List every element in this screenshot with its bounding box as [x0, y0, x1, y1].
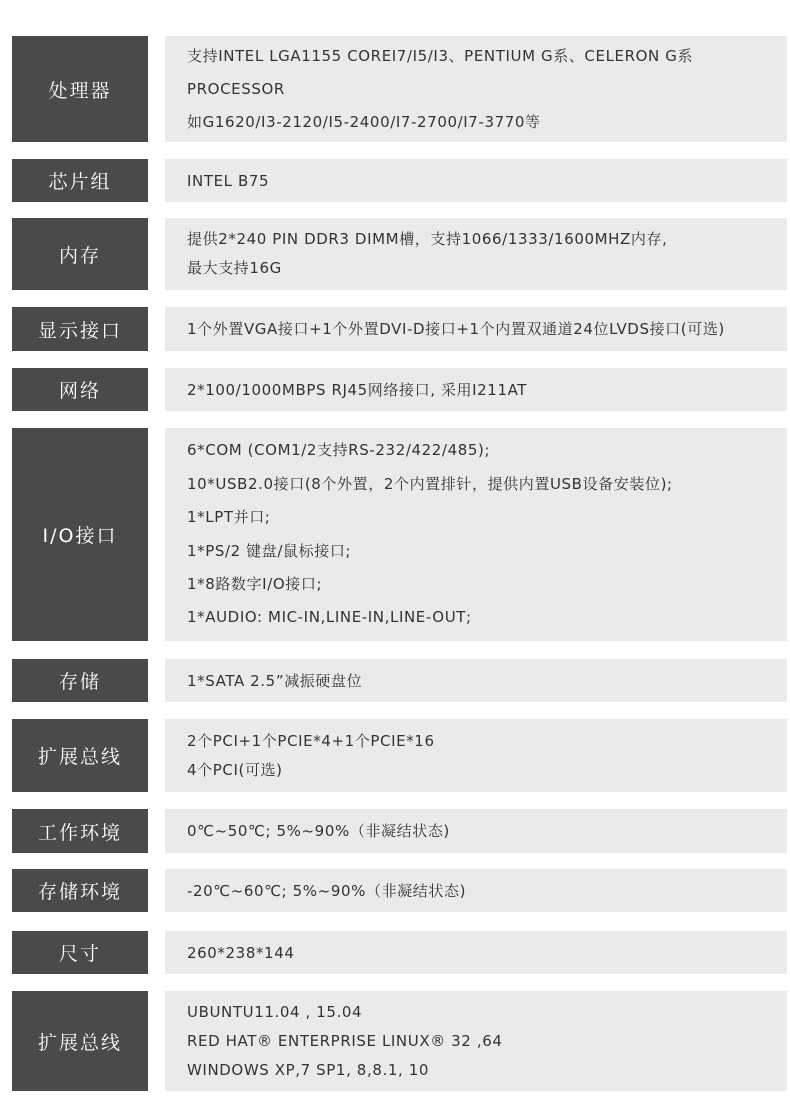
spec-row — [0, 869, 790, 912]
spec-value-line: 2个PCI+1个PCIE*4+1个PCIE*16 — [187, 731, 435, 750]
spec-label: 处理器 — [12, 36, 148, 142]
spec-value — [165, 809, 787, 853]
spec-row — [0, 991, 790, 1091]
spec-value-line: 1个外置VGA接口+1个外置DVI-D接口+1个内置双通道24位LVDS接口(可选) — [187, 320, 725, 338]
spec-value-line: 2*100/1000MBPS RJ45网络接口, 采用I211AT — [187, 380, 528, 399]
spec-row — [0, 428, 790, 641]
spec-value-line: PROCESSOR — [187, 79, 285, 98]
spec-row — [0, 931, 790, 974]
spec-value — [165, 428, 787, 641]
spec-value-line: 10*USB2.0接口(8个外置，2个内置排针，提供内置USB设备安装位); — [187, 474, 673, 493]
spec-value-line: 1*SATA 2.5”减振硬盘位 — [187, 671, 363, 690]
spec-label: 扩展总线 — [12, 991, 148, 1091]
spec-label: 显示接口 — [12, 307, 148, 351]
spec-value-line: 6*COM (COM1/2支持RS-232/422/485); — [187, 441, 491, 460]
spec-label: 网络 — [12, 368, 148, 411]
spec-row — [0, 307, 790, 351]
spec-value — [165, 218, 787, 290]
spec-value-line: 1*PS/2 键盘/鼠标接口; — [187, 541, 352, 560]
spec-value — [165, 991, 787, 1091]
spec-row — [0, 368, 790, 411]
spec-value-line: 支持INTEL LGA1155 COREI7/I5/I3、PENTIUM G系、CELERON G系 — [187, 46, 694, 65]
spec-value-line: -20℃~60℃; 5%~90%（非凝结状态) — [187, 881, 467, 900]
spec-value — [165, 869, 787, 912]
spec-row — [0, 159, 790, 202]
spec-value — [165, 659, 787, 702]
spec-value-line: INTEL B75 — [187, 171, 270, 190]
spec-value-line: UBUNTU11.04 , 15.04 — [187, 1002, 363, 1021]
spec-value-line: 4个PCI(可选) — [187, 760, 283, 779]
spec-label: 内存 — [12, 218, 148, 290]
spec-value-line: 1*8路数字I/O接口; — [187, 574, 323, 593]
spec-value-line: 最大支持16G — [187, 259, 282, 277]
spec-value-line: 260*238*144 — [187, 943, 295, 962]
spec-label: 工作环境 — [12, 809, 148, 853]
spec-value-line: WINDOWS XP,7 SP1, 8,8.1, 10 — [187, 1060, 429, 1079]
spec-value-line: 如G1620/I3-2120/I5-2400/I7-2700/I7-3770等 — [187, 112, 541, 131]
spec-value — [165, 307, 787, 351]
spec-value — [165, 368, 787, 411]
spec-row — [0, 719, 790, 792]
spec-label: 存储 — [12, 659, 148, 702]
spec-label: 扩展总线 — [12, 719, 148, 792]
spec-value — [165, 36, 787, 142]
spec-label: 尺寸 — [12, 931, 148, 974]
spec-value-line: 1*LPT并口; — [187, 508, 271, 527]
spec-label: 芯片组 — [12, 159, 148, 202]
spec-label: I/O接口 — [12, 428, 148, 641]
spec-value — [165, 931, 787, 974]
spec-value-line: 1*AUDIO: MIC-IN,LINE-IN,LINE-OUT; — [187, 608, 472, 627]
spec-value — [165, 159, 787, 202]
spec-value-line: 0℃~50℃; 5%~90%（非凝结状态) — [187, 822, 450, 840]
spec-row — [0, 218, 790, 290]
spec-value-line: 提供2*240 PIN DDR3 DIMM槽，支持1066/1333/1600MHZ内存, — [187, 230, 668, 248]
spec-value — [165, 719, 787, 792]
spec-row — [0, 36, 790, 142]
spec-label: 存储环境 — [12, 869, 148, 912]
spec-row — [0, 809, 790, 853]
spec-row — [0, 659, 790, 702]
spec-value-line: RED HAT® ENTERPRISE LINUX® 32 ,64 — [187, 1031, 503, 1050]
